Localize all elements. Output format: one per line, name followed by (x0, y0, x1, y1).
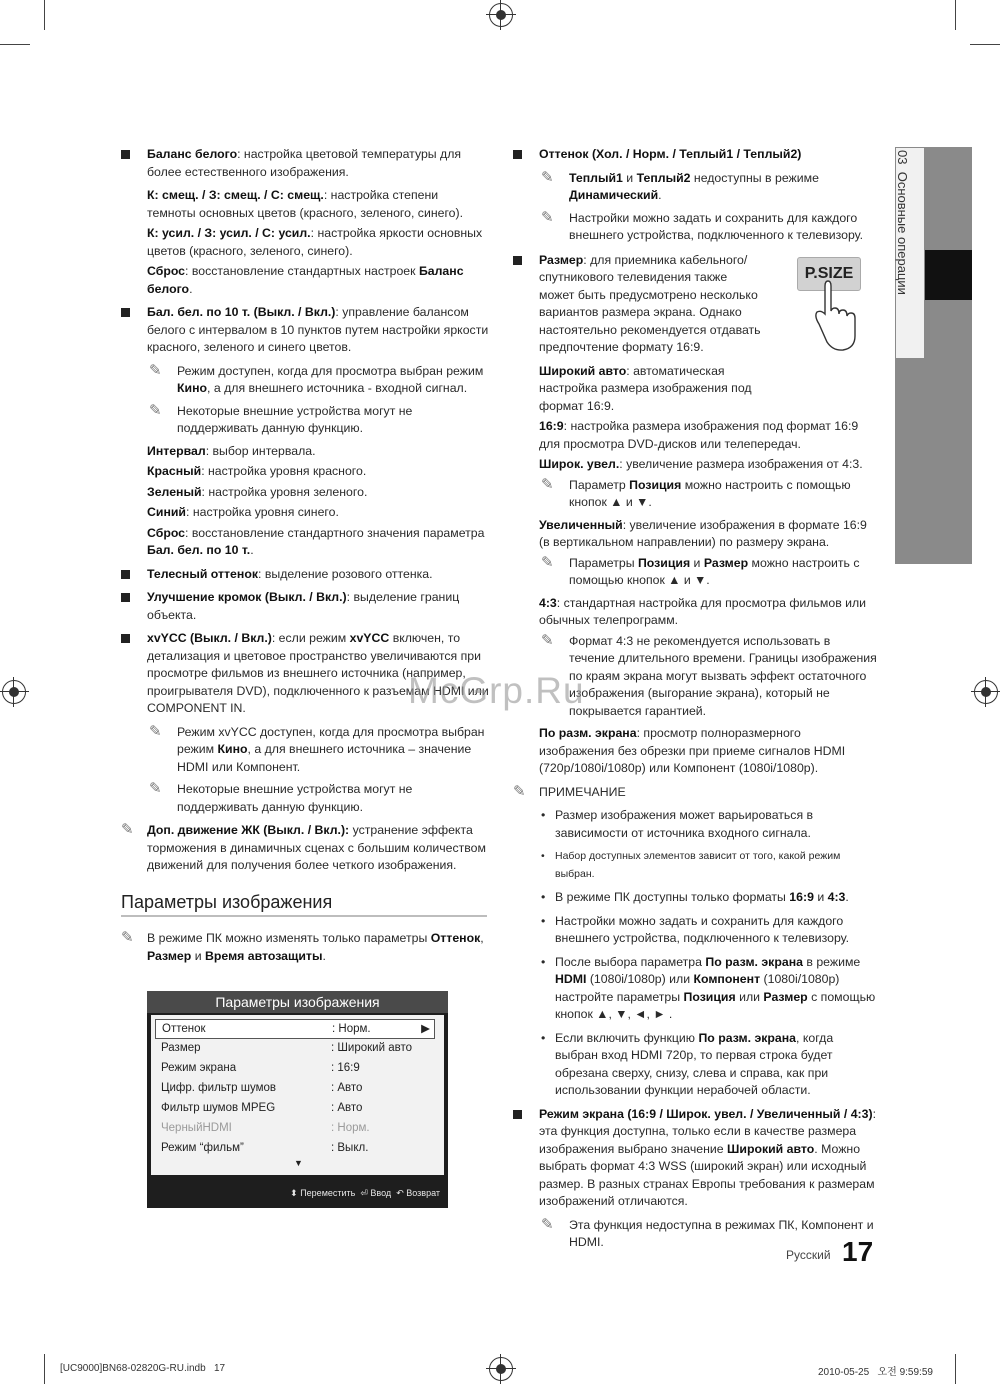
picture-options-menu (147, 991, 448, 1208)
print-date-info: 2010-05-25 오전 9:59:59 (818, 1367, 933, 1378)
note-pen-icon: ✎ (541, 475, 554, 493)
note-pen-icon: ✎ (149, 780, 162, 797)
note: ✎ Режим доступен, когда для просмотра выбран режим Кино, а для внешнего источника - входной сигнал. (149, 361, 484, 395)
menu-row-tint[interactable]: Оттенок : Норм. ▶ (155, 1019, 435, 1039)
right-column: Оттенок (Хол. / Норм. / Теплый1 / Теплый2) ✎ Теплый1 и Теплый2 недоступны в режиме Динамический. ✎ Настройки можно задать и сохранить для каждого внешнего устройства, подключенного к телевизору. Размер: для приемника кабельного/спутникового телевидения также может быть предусмотрено несколько вариантов размера экрана. Однако настоятельно рекомендуется отдавать предпочтение формату 16:9. Широкий авто: автоматическая настройка размера изображения под формат 16:9. 16:9: настройка размера изображения под формат 16:9 для просмотра DVD-дисков или телепередач. Широк. увел.: увеличение размера изображения от 4:3. ✎ Параметр Позиция можно настроить с помощью кнопок ▲ и ▼. Увеличенный: увеличение изображения в формате 16:9 (в вертикальном направлении) по размеру экрана. ✎ Параметры Позиция и Размер можно настроить с помощью кнопок ▲ и ▼. 4:3: стандартная настройка для просмотра фильмов или обычных телепрограмм. ✎ Формат 4:3 не рекомендуется использовать в течение длительного времени. Границы изображения по краям экрана могут вызвать эффект остаточного изображения (выгорание экрана), который не покрывается гарантией. По разм. экрана: просмотр полноразмерного изображения без обрезки при приеме сигналов HDMI (720p/1080i/1080p) или Компонент (1080i/1080p). ✎ ПРИМЕЧАНИЕ • Размер изображения может варьироваться в зависимости от источника входного сигнала. • Набор доступных элементов зависит от того, какой режим выбран. • В режиме ПК доступны только форматы 16:9 и 4:3. • Настройки можно задать и сохранить для каждого внешнего устройства, подключенного к телевизору. • После выбора параметра По разм. экрана в режиме HDMI (1080i/1080p) или Компонент (1080i/1080p) настройте параметры Позиция или Размер с помощью кнопок ▲, ▼, ◄, ► . • Если включить функцию По разм. экрана, когда выбран вход HDMI 720p, то первая строка будет обрезана сверху, снизу, слева и справа, как при использовании функции нерабочей области. Режим экрана (16:9 / Широк. увел. / Увеличенный / 4:3): эта функция доступна, только если в качестве размера изображения выбрано значение Широкий авто. Можно выбрать формат 4:3 WSS (широкий экран) или исходный размер. В разных странах Европы требования к размерам изображений отличаются. ✎ Эта функция недоступна в режимах ПК, Компонент и HDMI. (513, 146, 879, 1257)
note-bullet: • После выбора параметра По разм. экрана в режиме HDMI (1080i/1080p) или Компонент (1080i/1080p) настройте параметры Позиция или Размер с помощью кнопок ▲, ▼, ◄, ► . (541, 954, 876, 1021)
chapter-tab-marker (925, 250, 972, 300)
note-bullet: • Размер изображения может варьироваться в зависимости от источника входного сигнала. (541, 808, 814, 840)
bal10-item: Бал. бел. по 10 т. (Выкл. / Вкл.): управление балансом белого с интервалом в 10 пунктов путем настройки яркости красного, зеленого и синего цветов. (121, 304, 489, 357)
enter-icon: ⏎ (357, 1188, 368, 1198)
menu-row-digital-nr[interactable]: Цифр. фильтр шумов : Авто (161, 1082, 363, 1094)
registration-mark-top (489, 3, 513, 27)
xvycc-item: xvYCC (Выкл. / Вкл.): если режим xvYCC включен, то детализация и цветовое пространство увеличиваются при просмотре фильмов из внешнего источника (например, проигрывателя DVD), подключенного к разъемам HDMI или COMPONENT IN. (121, 630, 489, 718)
page-number: 17 (842, 1236, 874, 1267)
lcd-motion-note: ✎ Доп. движение ЖК (Выкл. / Вкл.): устранение эффекта торможения в динамичных сценах с большим количеством движений для получения более четкого изображения. (121, 821, 486, 872)
note: ✎ Параметр Позиция можно настроить с помощью кнопок ▲ и ▼. (541, 475, 851, 509)
note: ✎ Параметры Позиция и Размер можно настроить с помощью кнопок ▲ и ▼. (541, 553, 860, 587)
crop-mark (44, 1354, 45, 1384)
note: ✎ Формат 4:3 не рекомендуется использовать в течение длительного времени. Границы изображения по краям экрана могут вызвать эффект остаточного изображения (выгорание экрана), который не покрывается гарантией. (541, 631, 877, 718)
menu-row-hdmi-black: ЧерныйHDMI : Норм. (161, 1122, 370, 1134)
crop-mark (0, 44, 30, 45)
print-file-info: [UC9000]BN68-02820G-RU.indb 17 (60, 1363, 226, 1374)
chapter-tab-text: 03 Основные операции (895, 150, 910, 295)
psize-button-illustration (797, 252, 861, 352)
left-column: Баланс белого: настройка цветовой температуры для более естественного изображения. К: смещ. / З: смещ. / С: смещ.: настройка степени темноты основных цветов (красного, зеленого, синего). К: усил. / З: усил. / С: усил.: настройка яркости основных цветов (красного, зеленого, синего). Сброс: восстановление стандартных настроек Баланс белого. Бал. бел. по 10 т. (Выкл. / Вкл.): управление балансом белого с интервалом в 10 пунктов путем настройки яркости красного, зеленого и синего цветов. ✎ Режим доступен, когда для просмотра выбран режим Кино, а для внешнего источника - входной сигнал. ✎ Некоторые внешние устройства могут не поддерживать данную функцию. Интервал: выбор интервала. Красный: настройка уровня красного. Зеленый: настройка уровня зеленого. Синий: настройка уровня синего. Сброс: восстановление стандартного значения параметра Бал. бел. по 10 т.. Телесный оттенок: выделение розового оттенка. Улучшение кромок (Выкл. / Вкл.): выделение границ объекта. xvYCC (Выкл. / Вкл.): если режим xvYCC включен, то детализация и цветовое пространство увеличиваются при просмотре фильмов из внешнего источника (например, проигрывателя DVD), подключенного к разъемам HDMI или COMPONENT IN. ✎ Режим xvYCC доступен, когда для просмотра выбран режим Кино, а для внешнего источника – значение HDMI или Компонент. ✎ Некоторые внешние устройства могут не поддерживать данную функцию. ✎ Доп. движение ЖК (Выкл. / Вкл.): устранение эффекта торможения в динамичных сценах с большим количеством движений для получения более четкого изображения. (121, 146, 489, 880)
flesh-tone-item: Телесный оттенок: выделение розового оттенка. (121, 566, 489, 584)
menu-row-size[interactable]: Размер : Широкий авто (161, 1042, 413, 1054)
note-pen-icon: ✎ (541, 631, 554, 649)
note-bullet: • Настройки можно задать и сохранить для каждого внешнего устройства, подключенного к телевизору. (541, 913, 850, 945)
note: ✎ Настройки можно задать и сохранить для каждого внешнего устройства, подключенного к телевизору. (541, 208, 864, 242)
pc-mode-note: ✎ В режиме ПК можно изменять только параметры Оттенок, Размер и Время автозащиты. (121, 929, 484, 963)
note-pen-icon: ✎ (513, 782, 526, 800)
crop-mark (970, 44, 1000, 45)
note: ✎ Эта функция недоступна в режимах ПК, Компонент и HDMI. (541, 1215, 874, 1249)
section-title: Параметры изображения (121, 892, 333, 912)
note-pen-icon: ✎ (541, 168, 554, 186)
watermark: McGrp.Ru (408, 670, 585, 711)
size-item: Размер: для приемника кабельного/спутникового телевидения также может быть предусмотрено несколько вариантов размера экрана. Однако настоятельно рекомендуется отдавать предпочтение формату 16:9. (513, 252, 879, 357)
crop-mark (955, 1354, 956, 1384)
edge-enhancement-item: Улучшение кромок (Выкл. / Вкл.): выделение границ объекта. (121, 589, 489, 624)
registration-mark-bottom (489, 1357, 513, 1381)
menu-footer: ⬍ Переместить ⏎ Ввод ↶ Возврат (290, 1188, 440, 1198)
registration-mark-left (2, 680, 26, 704)
return-icon: ↶ (393, 1188, 404, 1198)
pointing-hand-icon (797, 252, 861, 352)
arrow-right-icon: ▶ (421, 1023, 430, 1035)
menu-row-mpeg-nr[interactable]: Фильтр шумов MPEG : Авто (161, 1102, 363, 1114)
note: ✎ Некоторые внешние устройства могут не поддерживать данную функцию. (149, 780, 413, 814)
note-bullet: • В режиме ПК доступны только форматы 16:9 и 4:3. (541, 890, 849, 904)
note: ✎ Некоторые внешние устройства могут не поддерживать данную функцию. (149, 401, 413, 435)
scroll-down-icon[interactable]: ▼ (294, 1158, 303, 1168)
note-header: ✎ ПРИМЕЧАНИЕ (513, 782, 626, 800)
psize-button: P.SIZE (797, 257, 861, 291)
updown-icon: ⬍ (290, 1188, 298, 1198)
menu-row-screen-mode[interactable]: Режим экрана : 16:9 (161, 1062, 360, 1074)
note: ✎ Режим xvYCC доступен, когда для просмотра выбран режим Кино, а для внешнего источника – значение HDMI или Компонент. (149, 722, 485, 774)
note-pen-icon: ✎ (541, 553, 554, 571)
note: ✎ Теплый1 и Теплый2 недоступны в режиме Динамический. (541, 168, 819, 202)
note-bullet: • Набор доступных элементов зависит от того, какой режим выбран. (541, 850, 841, 880)
note-pen-icon: ✎ (149, 722, 162, 740)
note-pen-icon: ✎ (541, 1215, 554, 1233)
note-bullet: • Если включить функцию По разм. экрана, когда выбран вход HDMI 720p, то первая строка будет обрезана сверху, снизу, слева и справа, как при использовании функции нерабочей области. (541, 1030, 834, 1097)
note-pen-icon: ✎ (149, 361, 162, 379)
menu-title: Параметры изображения (147, 991, 448, 1013)
registration-mark-right (974, 680, 998, 704)
note-pen-icon: ✎ (121, 821, 134, 838)
page-language: Русский (786, 1248, 831, 1262)
menu-row-film-mode[interactable]: Режим “фильм” : Выкл. (161, 1142, 369, 1154)
note-pen-icon: ✎ (121, 929, 134, 946)
note-pen-icon: ✎ (541, 208, 554, 226)
crop-mark (44, 0, 45, 30)
tint-item: Оттенок (Хол. / Норм. / Теплый1 / Теплый2) (513, 146, 879, 164)
screen-mode-item: Режим экрана (16:9 / Широк. увел. / Увеличенный / 4:3): эта функция доступна, только если в качестве размера изображения выбрано значение Широкий авто. Можно выбрать формат 4:3 WSS (широкий экран) или исходный размер. В разных странах Европы требования к размерам изображений отличаются. (513, 1106, 879, 1211)
crop-mark (955, 0, 956, 30)
note-pen-icon: ✎ (149, 401, 162, 419)
white-balance-item: Баланс белого: настройка цветовой температуры для более естественного изображения. (121, 146, 489, 181)
section-rule (121, 915, 487, 917)
menu-body (151, 1015, 444, 1175)
